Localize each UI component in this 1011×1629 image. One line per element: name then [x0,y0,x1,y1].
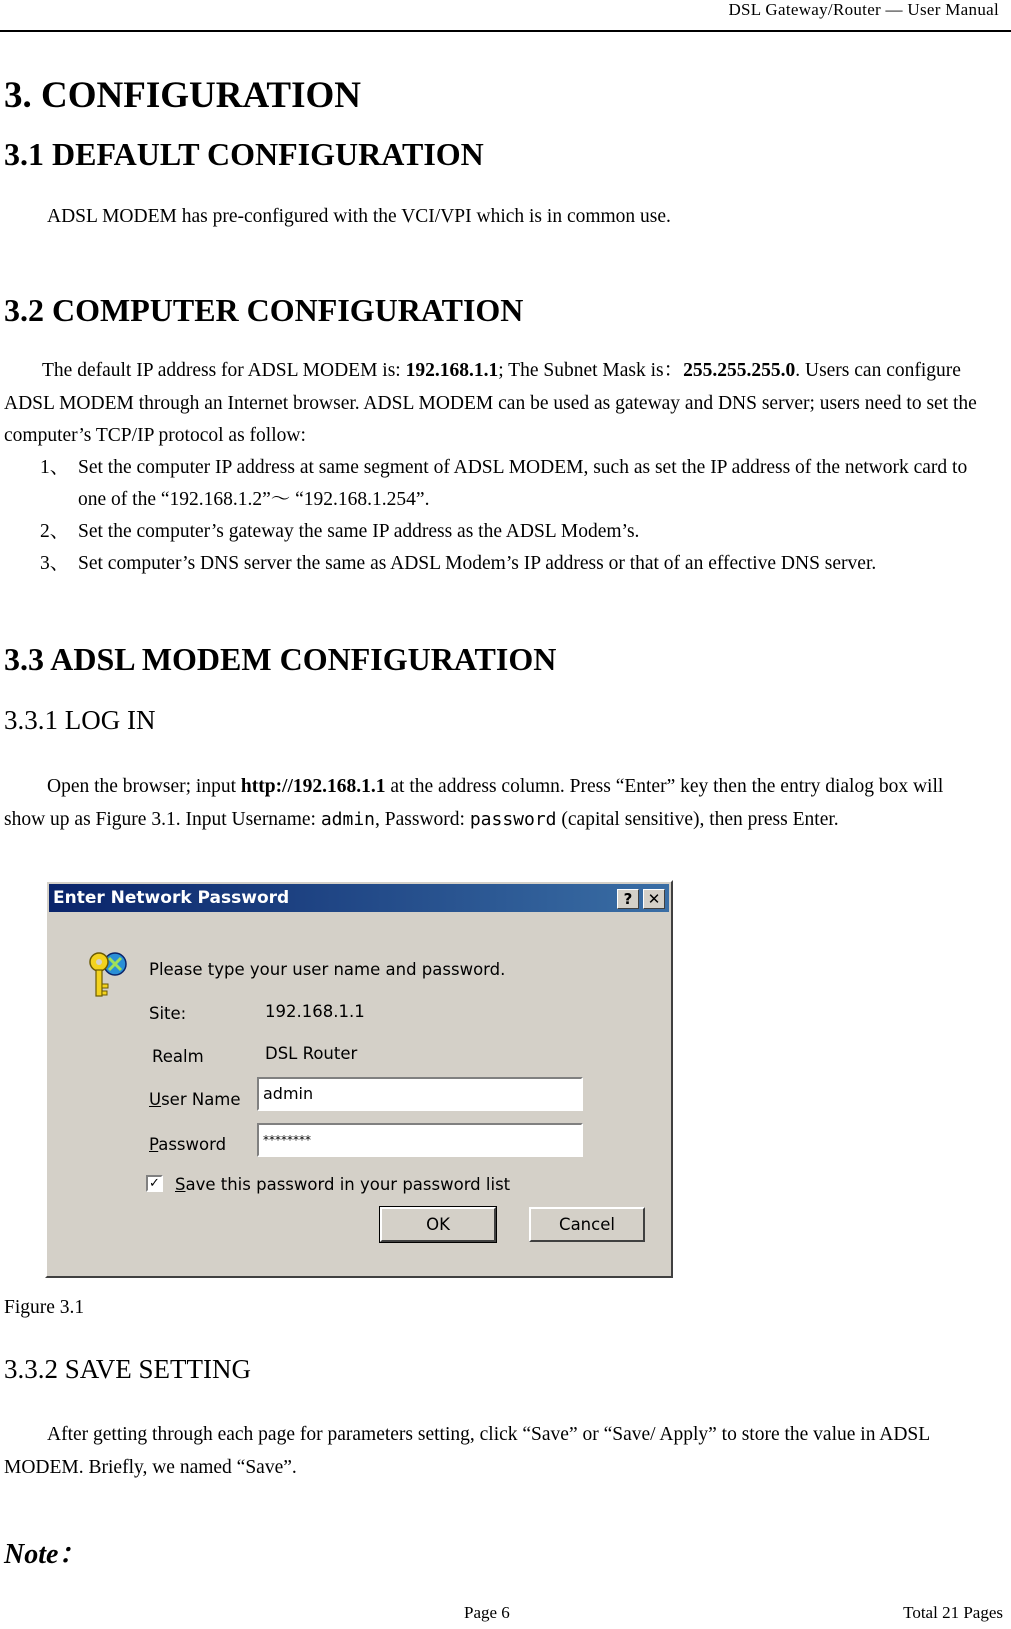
help-button[interactable]: ? [617,889,639,909]
section-3-2-paragraph [4,355,989,453]
running-header: DSL Gateway/Router — User Manual [728,0,999,19]
list-item [40,548,1000,580]
page-number: Page 6 [464,1603,510,1622]
save-setting-text: After getting through each page for parameters setting, click “Save” or “Save/ Apply” to store the value in ADSL MODEM. Briefly, we named “Save”. [4,1424,930,1478]
section-3-2-title: 3.2 COMPUTER CONFIGURATION [4,292,524,328]
list-number: 2、 [40,521,70,542]
site-label: Site: [149,1004,187,1023]
login-text-2: at the address column. Press “Enter” key then the entry dialog box will show up as Figure 3.1. Input Username: [4,776,944,830]
login-text-4: (capital sensitive), then press Enter. [556,808,839,830]
save-password-accel: S [175,1175,186,1194]
close-button[interactable]: ✕ [643,889,665,909]
username-label-rest: ser Name [161,1090,241,1109]
login-text-3: , Password: [375,808,470,830]
section-3-1-text: ADSL MODEM has pre-configured with the VCI/VPI which is in common use. [47,206,671,227]
dialog-title: Enter Network Password [53,888,290,908]
username-input[interactable]: admin [257,1077,583,1111]
login-password: password [469,808,557,830]
tcpip-steps-list [40,452,1000,580]
figure-caption: Figure 3.1 [4,1297,85,1318]
realm-label: Realm [152,1047,204,1066]
ok-button[interactable]: OK [380,1207,496,1242]
realm-value: DSL Router [265,1044,358,1063]
list-item [40,516,1000,548]
header-rule [0,30,1011,32]
password-label-accel: P [149,1135,159,1154]
list-text: Set the computer IP address at same segment of ADSL MODEM, such as set the IP address of the network card to one of the “192.168.1.2”～ “192.168.1.254”. [78,457,968,510]
username-label-accel: U [149,1090,162,1109]
list-text: Set the computer’s gateway the same IP address as the ADSL Modem’s. [78,521,640,542]
dialog-prompt: Please type your user name and password. [149,960,506,979]
list-number: 3、 [40,553,70,574]
mask-intro: ; The Subnet Mask is： [498,360,684,381]
site-value: 192.168.1.1 [265,1002,365,1021]
save-password-rest: ave this password in your password list [185,1175,511,1194]
login-text-1: Open the browser; input [47,776,241,797]
cancel-button[interactable]: Cancel [529,1207,645,1242]
list-item [40,452,1000,516]
dialog-title-bar [49,884,669,912]
subnet-mask: 255.255.255.0 [683,360,796,381]
login-username: admin [320,808,376,830]
save-password-label[interactable] [175,1175,510,1194]
note-heading: Note： [4,1539,87,1570]
section-3-3-2-title: 3.3.2 SAVE SETTING [4,1354,252,1384]
login-paragraph [4,771,989,836]
password-label-rest: assword [158,1135,227,1154]
default-ip: 192.168.1.1 [405,360,499,381]
section-3-3-1-title: 3.3.1 LOG IN [4,705,156,735]
enter-network-password-dialog [45,880,673,1278]
username-label [149,1090,241,1109]
section-3-3-title: 3.3 ADSL MODEM CONFIGURATION [4,641,557,677]
chapter-title: 3. CONFIGURATION [4,75,361,116]
total-pages: Total 21 Pages [903,1603,1003,1622]
list-number: 1、 [40,457,70,478]
keys-icon [85,946,135,1002]
list-text: Set computer’s DNS server the same as ADSL Modem’s IP address or that of an effective DNS server. [78,553,877,574]
section-3-1-title: 3.1 DEFAULT CONFIGURATION [4,136,484,172]
login-url: http://192.168.1.1 [240,776,386,797]
save-password-checkbox[interactable]: ✓ [146,1175,163,1192]
password-input[interactable]: ******** [257,1123,583,1157]
password-label [149,1135,226,1154]
section-3-2-rest: . Users can configure ADSL MODEM through an Internet browser. ADSL MODEM can be used as gateway and DNS server; users need to set the computer’s TCP/IP protocol as follow: [4,360,977,446]
ip-intro: The default IP address for ADSL MODEM is: [42,360,406,381]
